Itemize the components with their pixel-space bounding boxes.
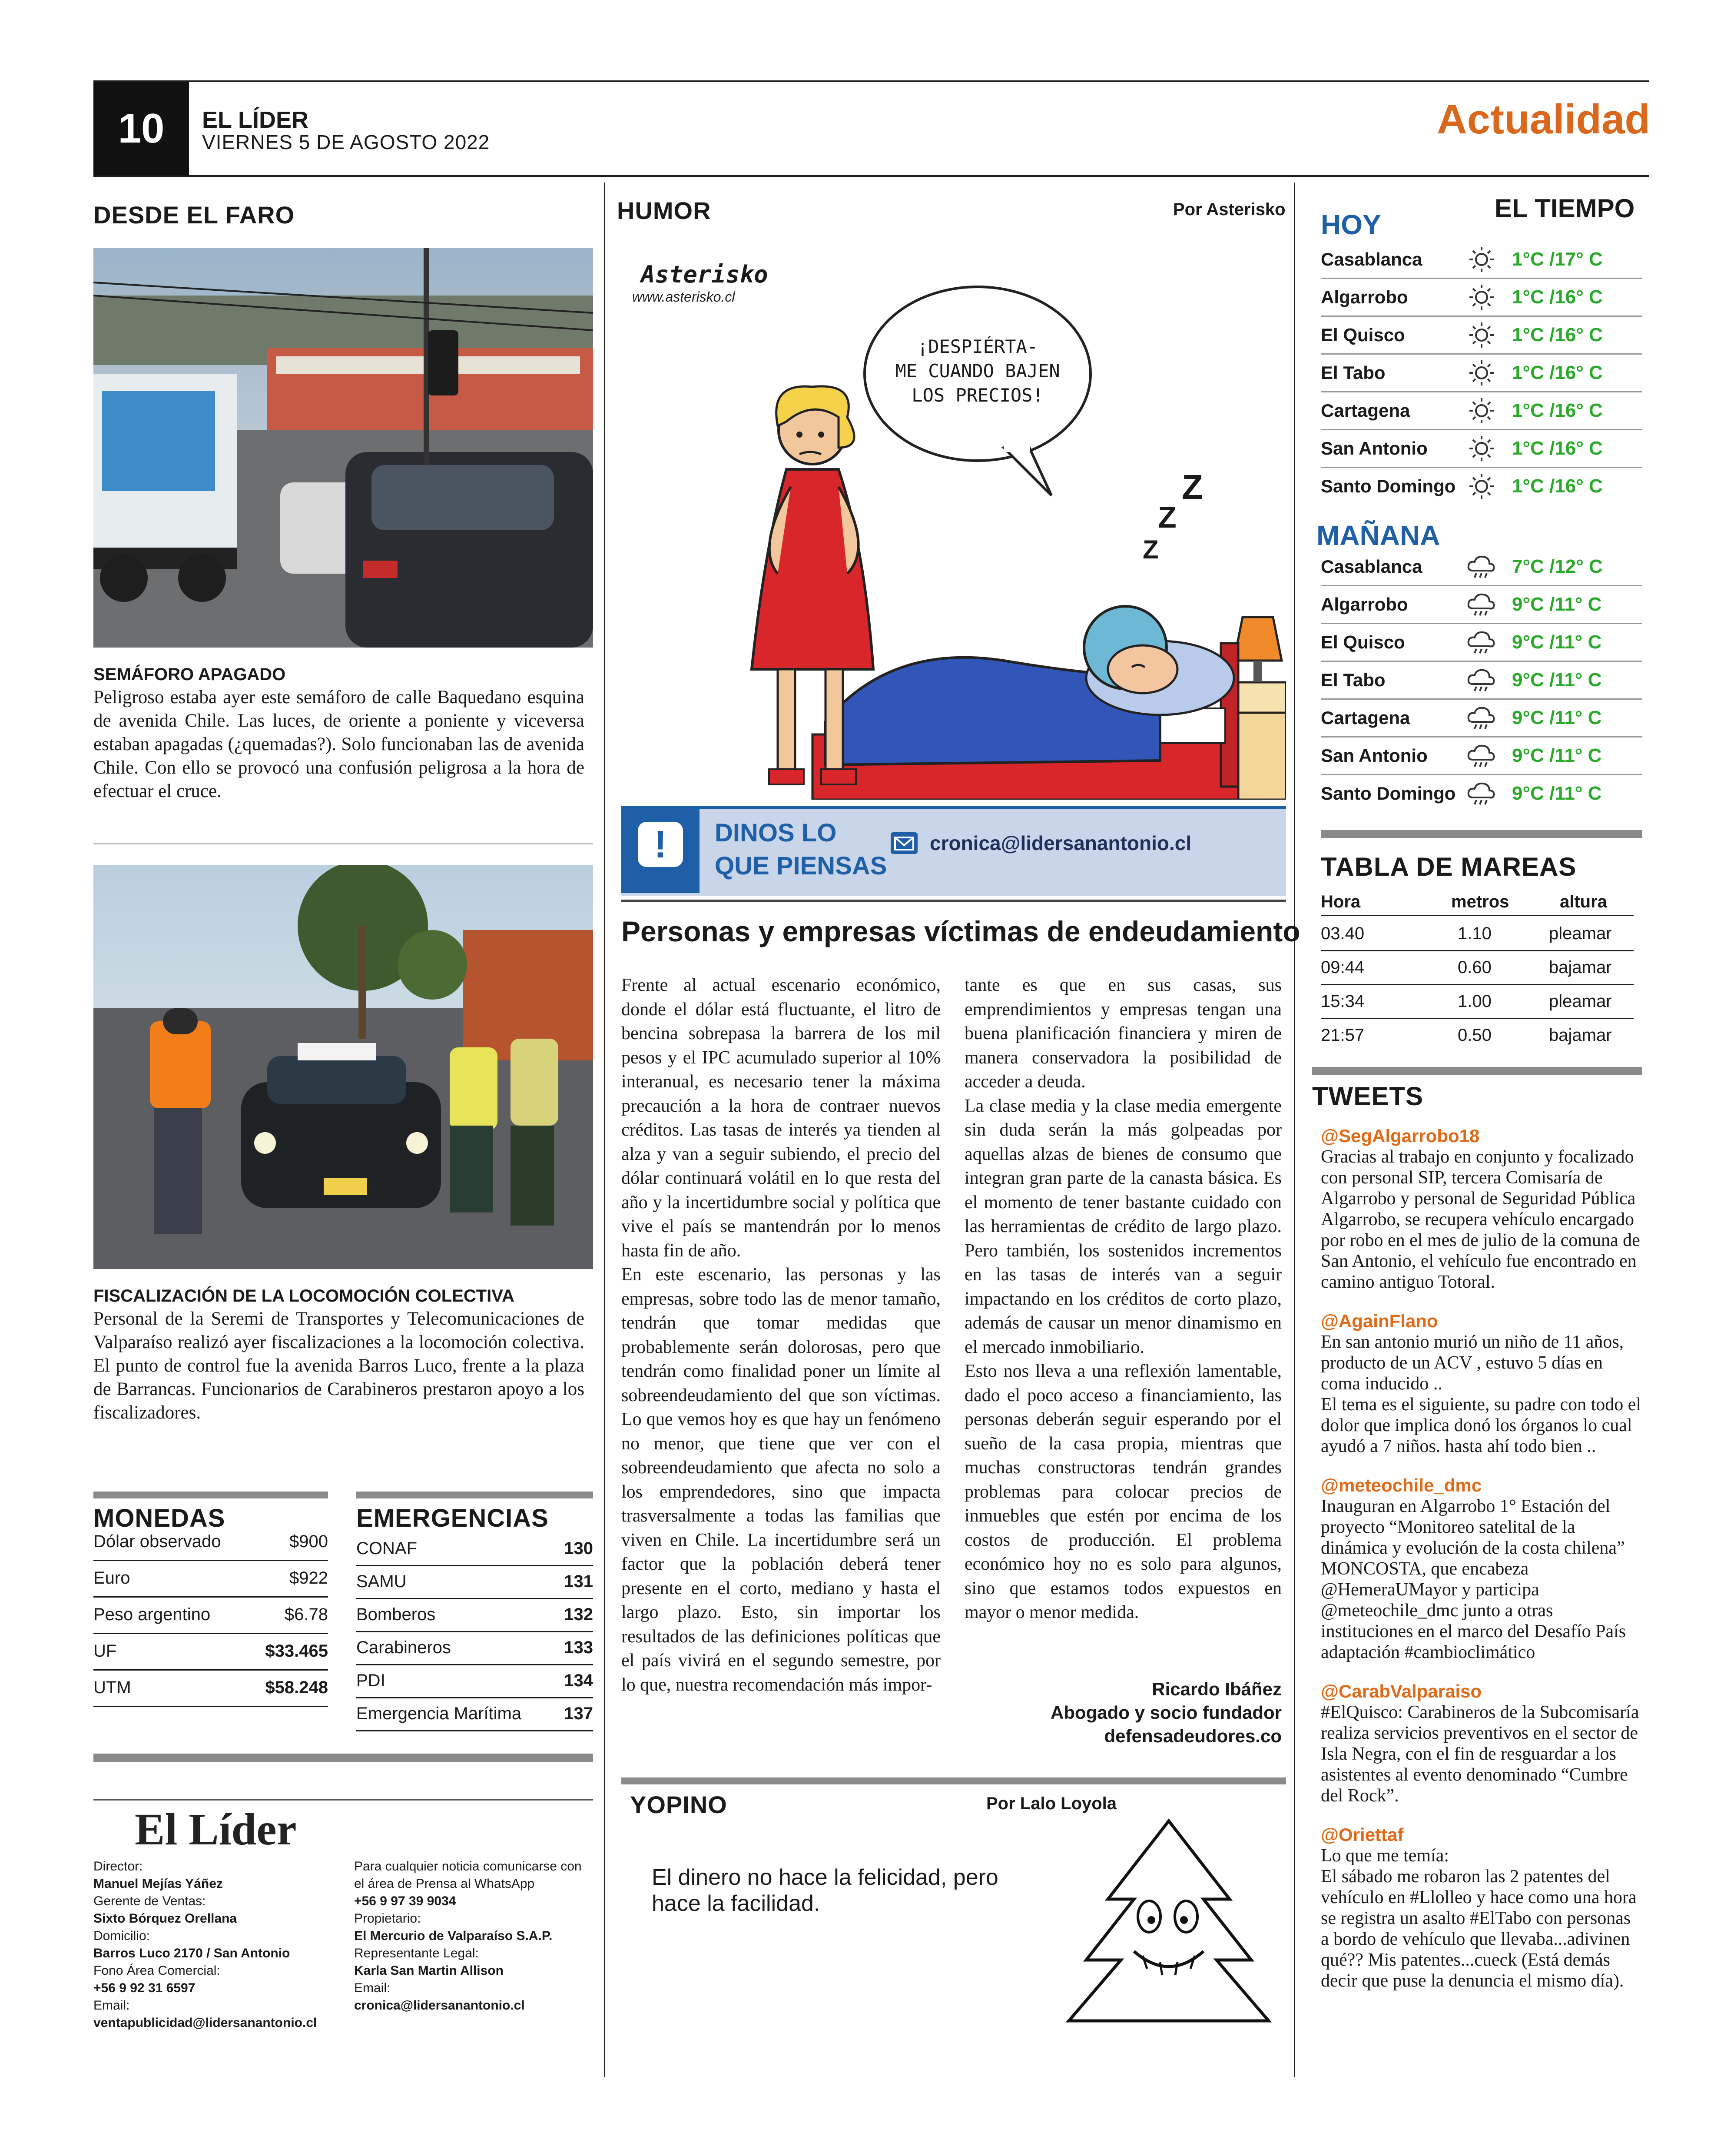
mareas-metros: 0.50 <box>1458 1026 1492 1045</box>
mareas-row <box>1321 950 1634 985</box>
tweet-text: Lo que me temía: El sábado me robaron las 2 patentes del vehículo en #Llolleo y hace como una hora se registra un asalto #ElTabo con personas a bordo de vehículo que llevaba...adivinen qué?? Mis patentes...cueck (Está demás decir que puse la denuncia el mismo día). <box>1321 1846 1637 1991</box>
emergencias-label: PDI <box>356 1671 385 1690</box>
staff-logo: El Líder <box>135 1804 297 1854</box>
weather-city: San Antonio <box>1321 438 1428 458</box>
sun-icon <box>1464 244 1512 275</box>
emergencias-row <box>356 1664 593 1698</box>
yopino-title: YOPINO <box>630 1791 727 1818</box>
propietario-value: El Mercurio de Valparaíso S.A.P. <box>354 1929 553 1943</box>
weather-manana-table <box>1321 548 1642 814</box>
sun-icon <box>1464 320 1512 350</box>
weather-row <box>1321 775 1642 812</box>
emergencias-table <box>356 1532 593 1741</box>
author-name: Ricardo Ibáñez <box>1152 1679 1282 1699</box>
tweet-text: En san antonio murió un niño de 11 años, producto de un ACV , estuvo 5 días en coma inducido .. El tema es el siguiente, su padre con todo el dolor que implica donó los órganos lo cual ayudó a 7 niños. hasta ahí todo bien .. <box>1321 1332 1641 1456</box>
tweet-item <box>1321 1475 1642 1663</box>
monedas-value: $922 <box>289 1568 328 1588</box>
author-role: Abogado y socio fundador <box>1051 1702 1282 1723</box>
tweet-text: Gracias al trabajo en conjunto y focalizado con personal SIP, tercera Comisaría de Algarrobo y personal de Seguridad Pública Algarrobo, se recupera vehículo encargado por robo en el mes de julio de la comuna de San Antonio, el vehículo fue encontrado en camino antiguo Totoral. <box>1321 1147 1640 1292</box>
issue-date: VIERNES 5 DE AGOSTO 2022 <box>202 131 490 153</box>
monedas-table <box>93 1523 328 1710</box>
monedas-label: Dólar observado <box>93 1531 221 1551</box>
emergencias-label: Bomberos <box>356 1605 436 1624</box>
monedas-row <box>93 1669 328 1707</box>
paper-name: EL LÍDER <box>202 107 309 133</box>
tweet-handle[interactable]: @SegAlgarrobo18 <box>1321 1126 1480 1146</box>
zzz-1: Z <box>1182 468 1203 506</box>
staff-left <box>93 1858 337 2032</box>
faro-item2-text: Personal de la Seremi de Transportes y Telecomunicaciones de Valparaíso realizó ayer fiscalizaciones a la locomoción colectiva. El punto de control fue la avenida Barros Luco, frente a la plaza de Barrancas. Funcionarios de Carabineros prestaron apoyo a los fiscalizadores. <box>93 1309 584 1423</box>
yopino-text: El dinero no hace la felicidad, pero hace la facilidad. <box>652 1865 998 1916</box>
weather-temp: 1°C /16° C <box>1512 475 1603 497</box>
monedas-label: Peso argentino <box>93 1605 211 1624</box>
tweet-handle[interactable]: @meteochile_dmc <box>1321 1475 1482 1495</box>
tweet-handle[interactable]: @AgainFlano <box>1321 1311 1438 1331</box>
emergencias-row <box>356 1697 593 1731</box>
director-name: Manuel Mejías Yáñez <box>93 1877 223 1891</box>
sun-icon <box>1464 433 1512 464</box>
dinos-banner <box>621 806 1286 896</box>
faro-item1-text: Peligroso estaba ayer este semáforo de calle Baquedano esquina de avenida Chile. Las luces, de oriente a poniente y viceversa estaban apagadas (¿quemadas?). Solo funcionaban las de avenida Chile. Con ello se provocó una confusión peligrosa a la hora de efectuar el cruce. <box>93 687 584 801</box>
monedas-label: UF <box>93 1641 117 1661</box>
rain-cloud-icon <box>1464 589 1512 620</box>
gerente-name: Sixto Bórquez Orellana <box>93 1911 237 1926</box>
mareas-bar <box>1321 830 1642 838</box>
rain-cloud-icon <box>1464 551 1512 582</box>
tweet-item <box>1321 1126 1642 1292</box>
dinos-email[interactable]: cronica@lidersanantonio.cl <box>930 832 1192 854</box>
weather-temp: 9°C /11° C <box>1512 594 1602 615</box>
weather-temp: 1°C /16° C <box>1512 438 1603 459</box>
emergencias-label: SAMU <box>356 1571 407 1591</box>
weather-temp: 1°C /17° C <box>1512 249 1603 270</box>
faro-title: DESDE EL FARO <box>93 201 295 229</box>
cartoon-site: www.asterisko.cl <box>632 289 735 305</box>
monedas-row <box>93 1560 328 1598</box>
emergencias-row <box>356 1598 593 1632</box>
mareas-table <box>1321 889 1634 1063</box>
faro-item2-title: FISCALIZACIÓN DE LA LOCOMOCIÓN COLECTIVA <box>93 1286 514 1306</box>
propietario-label: Propietario: <box>354 1911 421 1926</box>
article-col2: tante es que en sus casas, sus emprendimientos y empresas tengan una buena planificación financiera y miren de manera conservadora la posibilidad de acceder a deuda. La clase media y la clase media emergente sin duda serán la más golpeadas por aquellas alzas de bienes de consumo que integran gran parte de la canasta básica. Es el momento de tener bastante cuidado con las herramientas de crédito de largo plazo. Pero también, los sostenidos incrementos en las tasas de interés van a seguir impactando en los créditos de corto plazo, además de causar un menor dinamismo en el mercado inmobiliario. Esto nos lleva a una reflexión lamentable, dado el poco acceso a financiamiento, las personas deberán seguir esperando por el sueño de la casa propia, mientras que muchas constructoras tendrán grandes problemas para colocar precios de inmuebles que estén por encima de los costos de producción. El problema económico hoy no es solo para algunos, sino que estamos todos expuestos en mayor o menor medida. <box>965 975 1282 1622</box>
zzz-2: Z <box>1158 500 1177 534</box>
weather-city: El Quisco <box>1321 632 1405 652</box>
hoy-label: HOY <box>1321 209 1381 240</box>
weather-city: Algarrobo <box>1321 594 1408 615</box>
mareas-metros: 1.00 <box>1458 992 1492 1011</box>
mareas-header-metros: metros <box>1451 892 1509 911</box>
manana-label: MAÑANA <box>1316 520 1440 551</box>
rain-cloud-icon <box>1464 741 1512 771</box>
weather-temp: 7°C /12° C <box>1512 556 1603 577</box>
column-divider-right <box>1294 183 1295 2077</box>
emergencias-label: Carabineros <box>356 1638 451 1657</box>
humor-author: Por Asterisko <box>1173 200 1286 219</box>
emergencias-value: 133 <box>564 1638 593 1657</box>
emergencias-bar <box>356 1492 593 1498</box>
speech-bubble-text <box>882 335 1073 408</box>
humor-title: HUMOR <box>617 197 711 224</box>
bus-inspection-photo <box>93 865 593 1269</box>
mareas-row <box>1321 1018 1634 1052</box>
weather-temp: 1°C /16° C <box>1512 362 1603 383</box>
staff-top-bar <box>93 1754 593 1762</box>
monedas-row <box>93 1596 328 1634</box>
weather-hoy-table <box>1321 241 1642 506</box>
mareas-altura: pleamar <box>1549 992 1612 1011</box>
tweet-item <box>1321 1824 1642 1991</box>
article-title: Personas y empresas víctimas de endeudamiento <box>621 915 1300 947</box>
dinos-line2: QUE PIENSAS <box>715 852 887 880</box>
monedas-bar <box>93 1492 328 1498</box>
speech-line: LOS PRECIOS! <box>912 385 1044 406</box>
prensa-phone: +56 9 97 39 9034 <box>354 1894 456 1908</box>
monedas-value: $33.465 <box>265 1641 328 1661</box>
monedas-row <box>93 1633 328 1671</box>
email-value[interactable]: ventapublicidad@lidersanantonio.cl <box>93 2016 317 2030</box>
email-label: Email: <box>93 1998 130 2013</box>
weather-city: Cartagena <box>1321 400 1410 421</box>
tweets-bar <box>1312 1067 1642 1075</box>
emergencias-value: 130 <box>564 1538 593 1558</box>
column-divider-left <box>604 183 605 2077</box>
page-number-box <box>93 82 189 175</box>
cartoon-signature: Asterisko <box>641 261 768 288</box>
tweet-item <box>1321 1681 1642 1806</box>
sun-icon <box>1464 282 1512 312</box>
tweet-item <box>1321 1311 1642 1457</box>
mareas-header-hora: Hora <box>1321 892 1361 911</box>
mareas-hora: 15:34 <box>1321 992 1365 1011</box>
staff-right <box>354 1858 589 2014</box>
zzz-3: Z <box>1143 535 1159 564</box>
yopino-author: Por Lalo Loyola <box>986 1794 1117 1813</box>
emergencias-row <box>356 1565 593 1599</box>
monedas-title: MONEDAS <box>93 1504 225 1532</box>
monedas-value: $6.78 <box>284 1605 328 1624</box>
tiempo-title: EL TIEMPO <box>1495 194 1635 223</box>
weather-temp: 9°C /11° C <box>1512 745 1602 766</box>
weather-temp: 9°C /11° C <box>1512 707 1602 728</box>
weather-row <box>1321 586 1642 624</box>
weather-city: Santo Domingo <box>1321 476 1456 496</box>
gerente-label: Gerente de Ventas: <box>93 1894 206 1908</box>
email2-label: Email: <box>354 1981 391 1995</box>
tree-character-drawing <box>1056 1812 1282 2038</box>
weather-row <box>1321 700 1642 737</box>
monedas-value: $58.248 <box>265 1678 328 1697</box>
monedas-value: $900 <box>289 1531 328 1551</box>
staff-rule <box>93 1799 593 1801</box>
domicilio-label: Domicilio: <box>93 1929 150 1943</box>
tweet-handle[interactable]: @Oriettaf <box>1321 1824 1404 1845</box>
weather-city: Cartagena <box>1321 708 1410 728</box>
representante-label: Representante Legal: <box>354 1946 479 1960</box>
emergencias-row <box>356 1631 593 1665</box>
mareas-altura: bajamar <box>1549 958 1612 977</box>
weather-temp: 1°C /16° C <box>1512 286 1603 308</box>
weather-city: Algarrobo <box>1321 287 1408 307</box>
fono-value: +56 9 92 31 6597 <box>93 1981 196 1995</box>
rain-cloud-icon <box>1464 703 1512 733</box>
emergencias-value: 132 <box>564 1605 593 1624</box>
rain-cloud-icon <box>1464 778 1512 809</box>
speech-line: ¡DESPIÉRTA- <box>917 336 1038 357</box>
weather-temp: 1°C /16° C <box>1512 324 1603 345</box>
emergencias-row <box>356 1532 593 1566</box>
article-col1: Frente al actual escenario económico, donde el dólar está fluctuante, el litro de bencina sobrepasa la barrera de los mil pesos y el IPC acumulado superior al 10% interanual, es necesario tener la máxima precaución a la hora de contraer nuevos créditos. Las tasas de interés ya tienden al alza y van a seguir subiendo, el precio del dólar continuará volátil en lo que resta del año y la incertidumbre social y política que vive el país se mantendrán por lo menos hasta fin de año. En este escenario, las personas y las empresas, sobre todo las de menor tamaño, tendrán que tomar medidas que probablemente serán dolorosas, pero que tendrán como finalidad poner un límite al sobreendeudamiento del que son víctimas. Lo que vemos hoy es que hay un fenómeno no menor, que tiene que ver con el sobreendeudamiento que afecta no solo a los emprendedores, sino que impacta trasversalmente a todas las familias que viven en Chile. La incertidumbre será un factor que la población deberá tener presente en el corto, mediano y hasta el largo plazo. Esto, sin importar los resultados de las definiciones políticas que el país vivirá en el segundo semestre, por lo que, nuestra recomendación más impor- <box>621 975 941 1695</box>
yopino-bar <box>621 1777 1286 1784</box>
weather-row <box>1321 355 1642 392</box>
emergencias-label: CONAF <box>356 1538 417 1558</box>
weather-city: Santo Domingo <box>1321 783 1456 804</box>
mareas-hora: 09:44 <box>1321 958 1365 977</box>
director-label: Director: <box>93 1859 143 1874</box>
tweet-handle[interactable]: @CarabValparaiso <box>1321 1681 1482 1701</box>
fono-label: Fono Área Comercial: <box>93 1963 220 1978</box>
mail-icon <box>891 832 918 854</box>
traffic-light-photo <box>93 248 593 648</box>
mareas-header-altura: altura <box>1560 892 1607 911</box>
monedas-label: Euro <box>93 1568 130 1588</box>
tweet-text: #ElQuisco: Carabineros de la Subcomisaría realiza servicios preventivos en el sector de Isla Negra, con el fin de resguardar a los asistentes al evento denominado “Cumbre del Rock”. <box>1321 1702 1639 1806</box>
weather-temp: 9°C /11° C <box>1512 631 1602 653</box>
weather-city: Casablanca <box>1321 249 1422 269</box>
monedas-label: UTM <box>93 1678 131 1697</box>
email2-value[interactable]: cronica@lidersanantonio.cl <box>354 1998 525 2013</box>
weather-row <box>1321 317 1642 355</box>
mareas-altura: bajamar <box>1549 1026 1612 1045</box>
author-site: defensadeudores.co <box>1104 1726 1282 1746</box>
emergencias-title: EMERGENCIAS <box>356 1504 549 1532</box>
weather-row <box>1321 279 1642 317</box>
section-name: Actualidad <box>1437 96 1650 143</box>
weather-row <box>1321 430 1642 468</box>
emergencias-value: 131 <box>564 1571 593 1591</box>
representante-value: Karla San Martin Allison <box>354 1963 504 1978</box>
weather-temp: 9°C /11° C <box>1512 669 1602 691</box>
emergencias-label: Emergencia Marítima <box>356 1704 522 1723</box>
tweets-title: TWEETS <box>1312 1082 1423 1111</box>
weather-city: El Tabo <box>1321 670 1386 690</box>
sun-icon <box>1464 471 1512 502</box>
mareas-altura: pleamar <box>1549 924 1612 943</box>
weather-row <box>1321 468 1642 505</box>
emergencias-value: 137 <box>564 1704 593 1723</box>
mareas-row <box>1321 984 1634 1019</box>
humor-cartoon <box>621 243 1286 800</box>
weather-row <box>1321 624 1642 662</box>
tweets-list <box>1321 1126 1642 1991</box>
weather-city: San Antonio <box>1321 745 1428 766</box>
faro-item1-title: SEMÁFORO APAGADO <box>93 665 286 684</box>
weather-row <box>1321 548 1642 586</box>
rain-cloud-icon <box>1464 665 1512 695</box>
article-signature <box>965 1678 1282 1748</box>
article-top-rule <box>621 900 1286 902</box>
weather-row <box>1321 662 1642 700</box>
mareas-hora: 21:57 <box>1321 1026 1365 1045</box>
tweet-text: Inauguran en Algarrobo 1° Estación del proyecto “Monitoreo satelital de la dinámica y evolución de la costa chilena” MONCOSTA, que encabeza @HemeraUMayor y participa @meteochile_dmc junto a otras instituciones en el marco del Desafío País adaptación #cambioclimático <box>1321 1496 1626 1662</box>
weather-city: Casablanca <box>1321 556 1422 577</box>
weather-city: El Tabo <box>1321 362 1386 383</box>
weather-temp: 9°C /11° C <box>1512 783 1602 804</box>
header-bottom-rule <box>93 175 1649 177</box>
dinos-icon-box <box>621 809 700 893</box>
page-number: 10 <box>118 105 165 152</box>
sun-icon <box>1464 358 1512 388</box>
sun-icon <box>1464 395 1512 426</box>
monedas-row <box>93 1523 328 1561</box>
rain-cloud-icon <box>1464 627 1512 658</box>
mareas-title: TABLA DE MAREAS <box>1321 852 1577 881</box>
emergencias-value: 134 <box>564 1671 593 1690</box>
weather-row <box>1321 392 1642 430</box>
speech-line: ME CUANDO BAJEN <box>895 360 1060 382</box>
domicilio-value: Barros Luco 2170 / San Antonio <box>93 1946 290 1960</box>
mareas-hora: 03.40 <box>1321 924 1365 943</box>
mareas-row <box>1321 916 1634 951</box>
weather-temp: 1°C /16° C <box>1512 400 1603 421</box>
weather-row <box>1321 737 1642 775</box>
mareas-header-row <box>1321 889 1634 916</box>
mareas-metros: 0.60 <box>1458 958 1492 977</box>
faro-divider <box>93 843 593 844</box>
weather-row <box>1321 241 1642 279</box>
weather-city: El Quisco <box>1321 325 1405 345</box>
mareas-metros: 1.10 <box>1458 924 1492 943</box>
dinos-line1: DINOS LO <box>715 819 837 847</box>
header-top-rule <box>93 80 1649 82</box>
prensa-text: Para cualquier noticia comunicarse con el área de Prensa al WhatsApp <box>354 1859 582 1891</box>
exclamation-icon: ! <box>638 822 683 867</box>
